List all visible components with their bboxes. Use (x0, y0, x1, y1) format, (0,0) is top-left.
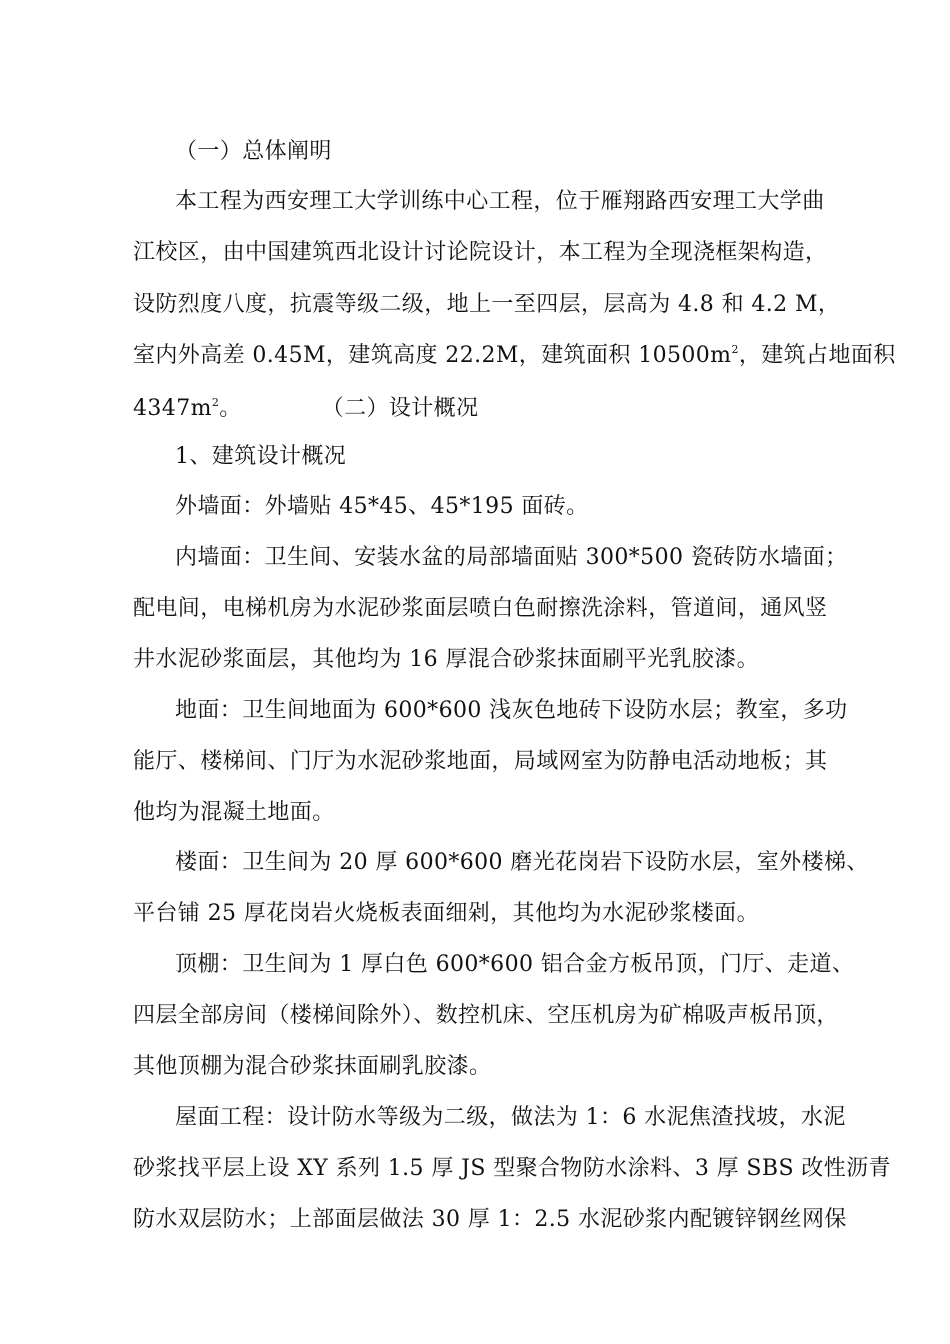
paragraph-line: 他均为混凝土地面。 (133, 800, 335, 825)
section-heading-overview: （一）总体阐明 (175, 139, 332, 164)
paragraph-line: 江校区，由中国建筑西北设计讨论院设计，本工程为全现浇框架构造， (133, 240, 828, 265)
paragraph-line: 内墙面：卫生间、安装水盆的局部墙面贴 300*500 瓷砖防水墙面； (175, 545, 848, 570)
paragraph-line: 防水双层防水；上部面层做法 30 厚 1：2.5 水泥砂浆内配镀锌钢丝网保 (133, 1207, 847, 1232)
paragraph-line: 本工程为西安理工大学训练中心工程，位于雁翔路西安理工大学曲 (175, 189, 825, 214)
text-segment: 。 (219, 396, 242, 421)
paragraph-line: 地面：卫生间地面为 600*600 浅灰色地砖下设防水层；教室，多功 (175, 698, 848, 723)
paragraph-line: 设防烈度八度，抗震等级二级，地上一至四层，层高为 4.8 和 4.2 M， (133, 292, 841, 317)
paragraph-line: 外墙面：外墙贴 45*45、45*195 面砖。 (175, 494, 589, 519)
superscript: 2 (731, 343, 739, 356)
paragraph-line: 井水泥砂浆面层，其他均为 16 厚混合砂浆抹面刷平光乳胶漆。 (133, 647, 759, 672)
paragraph-line: 配电间，电梯机房为水泥砂浆面层喷白色耐擦洗涂料，管道间，通风竖 (133, 596, 828, 621)
subsection-heading: 1、建筑设计概况 (175, 444, 347, 469)
text-segment: 室内外高差 0.45M，建筑高度 22.2M，建筑面积 10500m (133, 343, 732, 368)
text-segment: 4347m (133, 396, 212, 421)
paragraph-line: 能厅、楼梯间、门厅为水泥砂浆地面，局域网室为防静电活动地板；其 (133, 749, 828, 774)
paragraph-line: 砂浆找平层上设 XY 系列 1.5 厚 JS 型聚合物防水涂料、3 厚 SBS 改性沥青 (133, 1156, 891, 1181)
section-heading-design: （二）设计概况 (321, 396, 479, 421)
paragraph-line (133, 394, 478, 424)
superscript: 2 (211, 396, 220, 409)
paragraph-line: 屋面工程：设计防水等级为二级，做法为 1：6 水泥焦渣找坡，水泥 (175, 1105, 846, 1130)
paragraph-line: 平台铺 25 厚花岗岩火烧板表面细剁，其他均为水泥砂浆楼面。 (133, 901, 759, 926)
paragraph-line: 顶棚：卫生间为 1 厚白色 600*600 铝合金方板吊顶，门厅、走道、 (175, 952, 855, 977)
paragraph-line: 楼面：卫生间为 20 厚 600*600 磨光花岗岩下设防水层，室外楼梯、 (175, 850, 869, 875)
paragraph-line: 其他顶棚为混合砂浆抹面刷乳胶漆。 (133, 1054, 492, 1079)
text-segment: ，建筑占地面积 (738, 343, 896, 368)
paragraph-line: 四层全部房间（楼梯间除外）、数控机床、空压机房为矿棉吸声板吊顶， (133, 1003, 839, 1028)
paragraph-line (133, 341, 896, 371)
